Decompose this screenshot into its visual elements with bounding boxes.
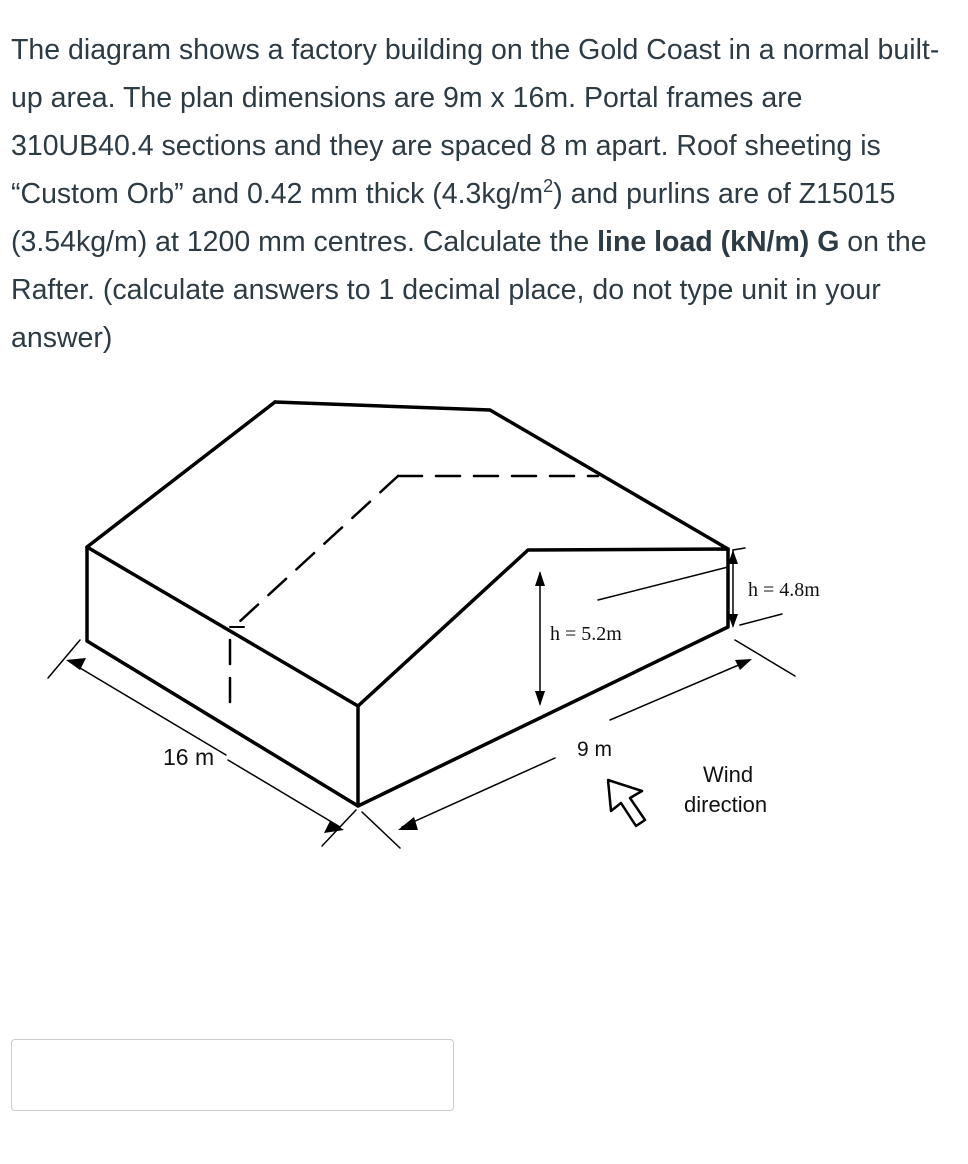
wind-arrow-icon bbox=[608, 780, 645, 826]
question-text: The diagram shows a factory building on the Gold Coast in a normal built-up area. The plan dimensions are 9m x 16m. Portal frames are 310UB40.4 sections and they are spaced 8 m apart. Roof sheeting is “Custom Orb” and 0.42 mm thick $(4.3kg/m^2)$ and purlins are of Z15015 (3.54kg/m) at 1200 mm centres. Calculate the line load (kN/m) G on the Rafter. (calculate answers to 1 decimal place, do not type unit in your answer) bbox=[11, 34, 940, 354]
hidden-lines bbox=[230, 476, 598, 716]
length-label: 16 m bbox=[163, 744, 215, 770]
width-label: 9 m bbox=[577, 738, 613, 761]
wind-label-line1: Wind bbox=[703, 762, 754, 787]
emphasis-line-load: line load (kN/m) G bbox=[597, 226, 840, 258]
building-diagram bbox=[0, 380, 968, 880]
answer-input[interactable] bbox=[11, 1039, 454, 1111]
ridge-height-label: h = 5.2m bbox=[550, 623, 622, 645]
wind-label-line2: direction bbox=[684, 792, 768, 817]
dimension-lines bbox=[48, 548, 795, 848]
eave-height-label: h = 4.8m bbox=[748, 579, 820, 601]
